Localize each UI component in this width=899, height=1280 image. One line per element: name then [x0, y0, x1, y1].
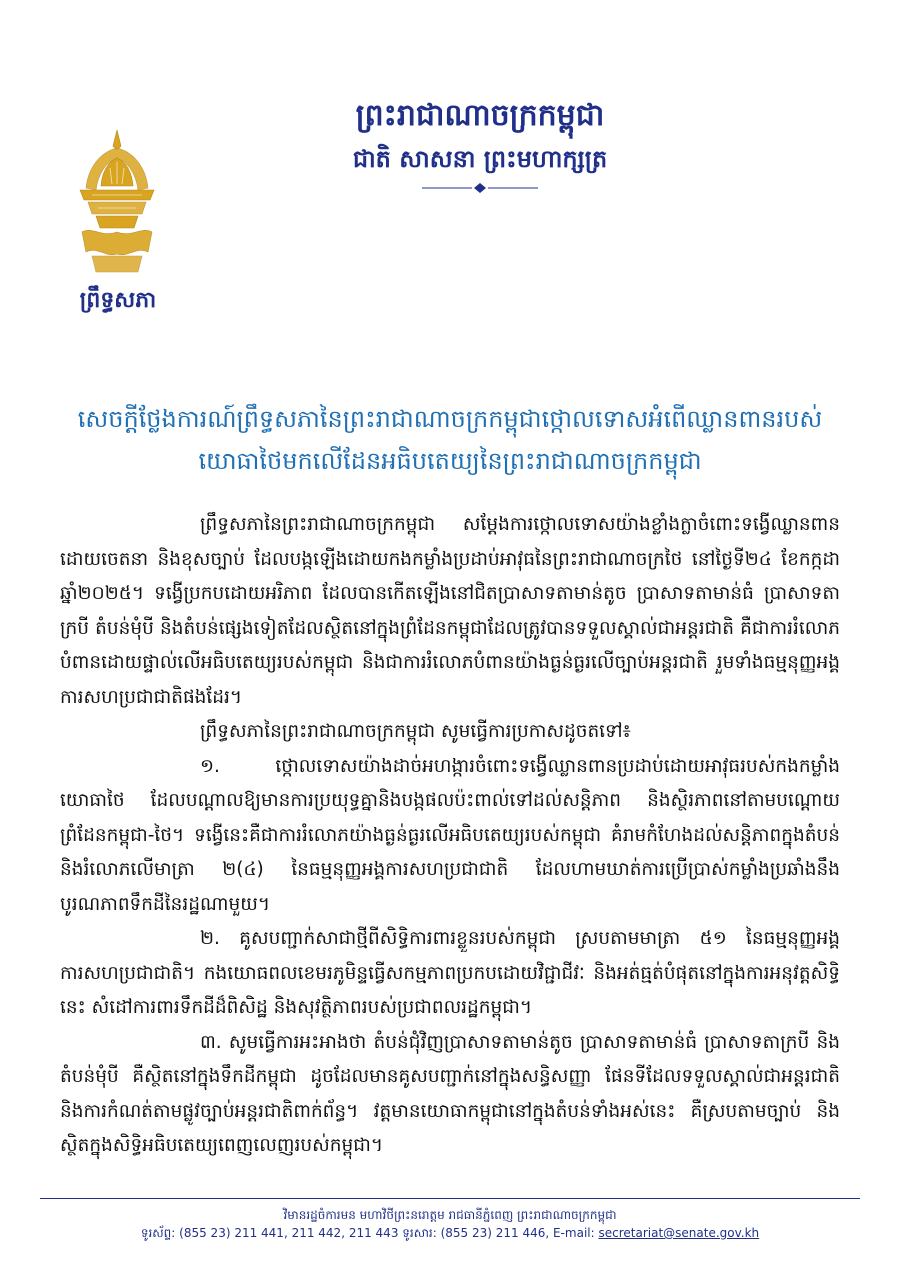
senate-emblem-icon	[72, 128, 162, 276]
paragraph-intro: ព្រឹទ្ធសភានៃព្រះរាជាណាចក្រកម្ពុជា សម្តែងការថ្កោលទោសយ៉ាងខ្លាំងក្លាចំពោះទង្វើឈ្លានពានដោយចេតនា និងខុសច្បាប់ ដែលបង្កឡើងដោយកងកម្លាំងប្រដាប់អាវុធនៃព្រះរាជាណាចក្រថៃ នៅថ្ងៃទី២៤ ខែកក្កដា ឆ្នាំ២០២៥។ ទង្វើប្រកបដោយអរិភាព ដែលបានកើតឡើងនៅជិតប្រាសាទតាមាន់តូច ប្រាសាទតាមាន់ធំ ប្រាសាទតាក្របី តំបន់មុំបី និងតំបន់ផ្សេងទៀតដែលស្ថិតនៅក្នុងព្រំដែនកម្ពុជាដែលត្រូវបានទទួលស្គាល់ជាអន្តរជាតិ គឺជាការរំលោភបំពានដោយផ្ទាល់លើអធិបតេយ្យរបស់កម្ពុជា និងជាការរំលោភបំពានយ៉ាងធ្ងន់ធ្ងរលើច្បាប់អន្តរជាតិ រួមទាំងធម្មនុញ្ញអង្គការសហប្រជាជាតិផងដែរ។	[60, 514, 840, 708]
footer-address: វិមានរដ្ឋចំការមន មហាវិថីព្រះនរោត្តម រាជធានីភ្នំពេញ ព្រះរាជាណាចក្រកម្ពុជា	[283, 1208, 617, 1222]
national-motto: ជាតិ សាសនា ព្រះមហាក្សត្រ	[352, 145, 608, 173]
title-line-2: យោធាថៃមកលើដែនអធិបតេយ្យនៃព្រះរាជាណាចក្រកម្ពុជា	[198, 447, 702, 475]
paragraph-point-3: ៣. សូមធ្វើការអះអាងថា តំបន់ជុំវិញប្រាសាទតាមាន់តូច ប្រាសាទតាមាន់ធំ ប្រាសាទតាក្របី និងតំបន់មុំបី គឺស្ថិតនៅក្នុងទឹកដីកម្ពុជា ដូចដែលមានគូសបញ្ជាក់នៅក្នុងសន្ធិសញ្ញា ផែនទីដែលទទួលស្គាល់ជាអន្តរជាតិ និងការកំណត់តាមផ្លូវច្បាប់អន្តរជាតិពាក់ព័ន្ធ។ វត្តមានយោធាកម្ពុជានៅក្នុងតំបន់ទាំងអស់នេះ គឺស្របតាមច្បាប់ និងស្ថិតក្នុងសិទ្ធិអធិបតេយ្យពេញលេញរបស់កម្ពុជា។	[60, 1031, 840, 1156]
footer-email-link[interactable]: secretariat@senate.gov.kh	[598, 1226, 760, 1240]
senate-name: ព្រឹទ្ធសភា	[79, 288, 157, 313]
paragraph-point-1: ១. ថ្កោលទោសយ៉ាងដាច់អហង្ការចំពោះទង្វើឈ្លានពានប្រដាប់ដោយអាវុធរបស់កងកម្លាំងយោធាថៃ ដែលបណ្តាលឱ្យមានការប្រយុទ្ធគ្នានិងបង្កផលប៉ះពាល់ទៅដល់សន្តិភាព និងស្ថិរភាពនៅតាមបណ្តោយព្រំដែនកម្ពុជា-ថៃ។ ទង្វើនេះគឺជាការរំលោភយ៉ាងធ្ងន់ធ្ងរលើអធិបតេយ្យរបស់កម្ពុជា គំរាមកំហែងដល់សន្តិភាពក្នុងតំបន់ និងរំលោភលើមាត្រា ២(៤) នៃធម្មនុញ្ញអង្គការសហប្រជាជាតិ ដែលហាមឃាត់ការប្រើប្រាស់កម្លាំងប្រឆាំងនឹងបូរណភាពទឹកដីនៃរដ្ឋណាមួយ។	[60, 755, 840, 915]
statement-body	[60, 508, 840, 1164]
footer	[80, 1206, 820, 1242]
kingdom-name: ព្រះរាជាណាចក្រកម្ពុជា	[355, 98, 605, 133]
kingdom-header	[270, 96, 690, 198]
paragraph-declaration: ព្រឹទ្ធសភានៃព្រះរាជាណាចក្រកម្ពុជា សូមធ្វើការប្រកាសដូចតទៅ៖	[200, 721, 631, 742]
paragraph-point-2: ២. គូសបញ្ជាក់សាជាថ្មីពីសិទ្ធិការពារខ្លួនរបស់កម្ពុជា ស្របតាមមាត្រា ៥១ នៃធម្មនុញ្ញអង្គការសហប្រជាជាតិ។ កងយោធពលខេមរភូមិន្ទធ្វើសកម្មភាពប្រកបដោយវិជ្ជាជីវៈ និងអត់ធ្មត់បំផុតនៅក្នុងការអនុវត្តសិទ្ធិនេះ សំដៅការពារទឹកដីដ៏ពិសិដ្ឋ និងសុវត្ថិភាពរបស់ប្រជាពលរដ្ឋកម្ពុជា។	[60, 928, 840, 1018]
title-line-1: សេចក្តីថ្លែងការណ៍ព្រឹទ្ធសភានៃព្រះរាជាណាចក្រកម្ពុជាថ្កោលទោសអំពើឈ្លានពានរបស់	[77, 405, 823, 433]
footer-divider	[40, 1198, 860, 1199]
statement-title	[60, 398, 840, 482]
footer-contact-line	[80, 1224, 820, 1242]
ornament-divider-icon	[420, 182, 540, 194]
footer-contact: ទូរស័ព្ទ: (855 23) 211 441, 211 442, 211 443 ទូរសារ: (855 23) 211 446, E-mail:	[140, 1226, 599, 1240]
